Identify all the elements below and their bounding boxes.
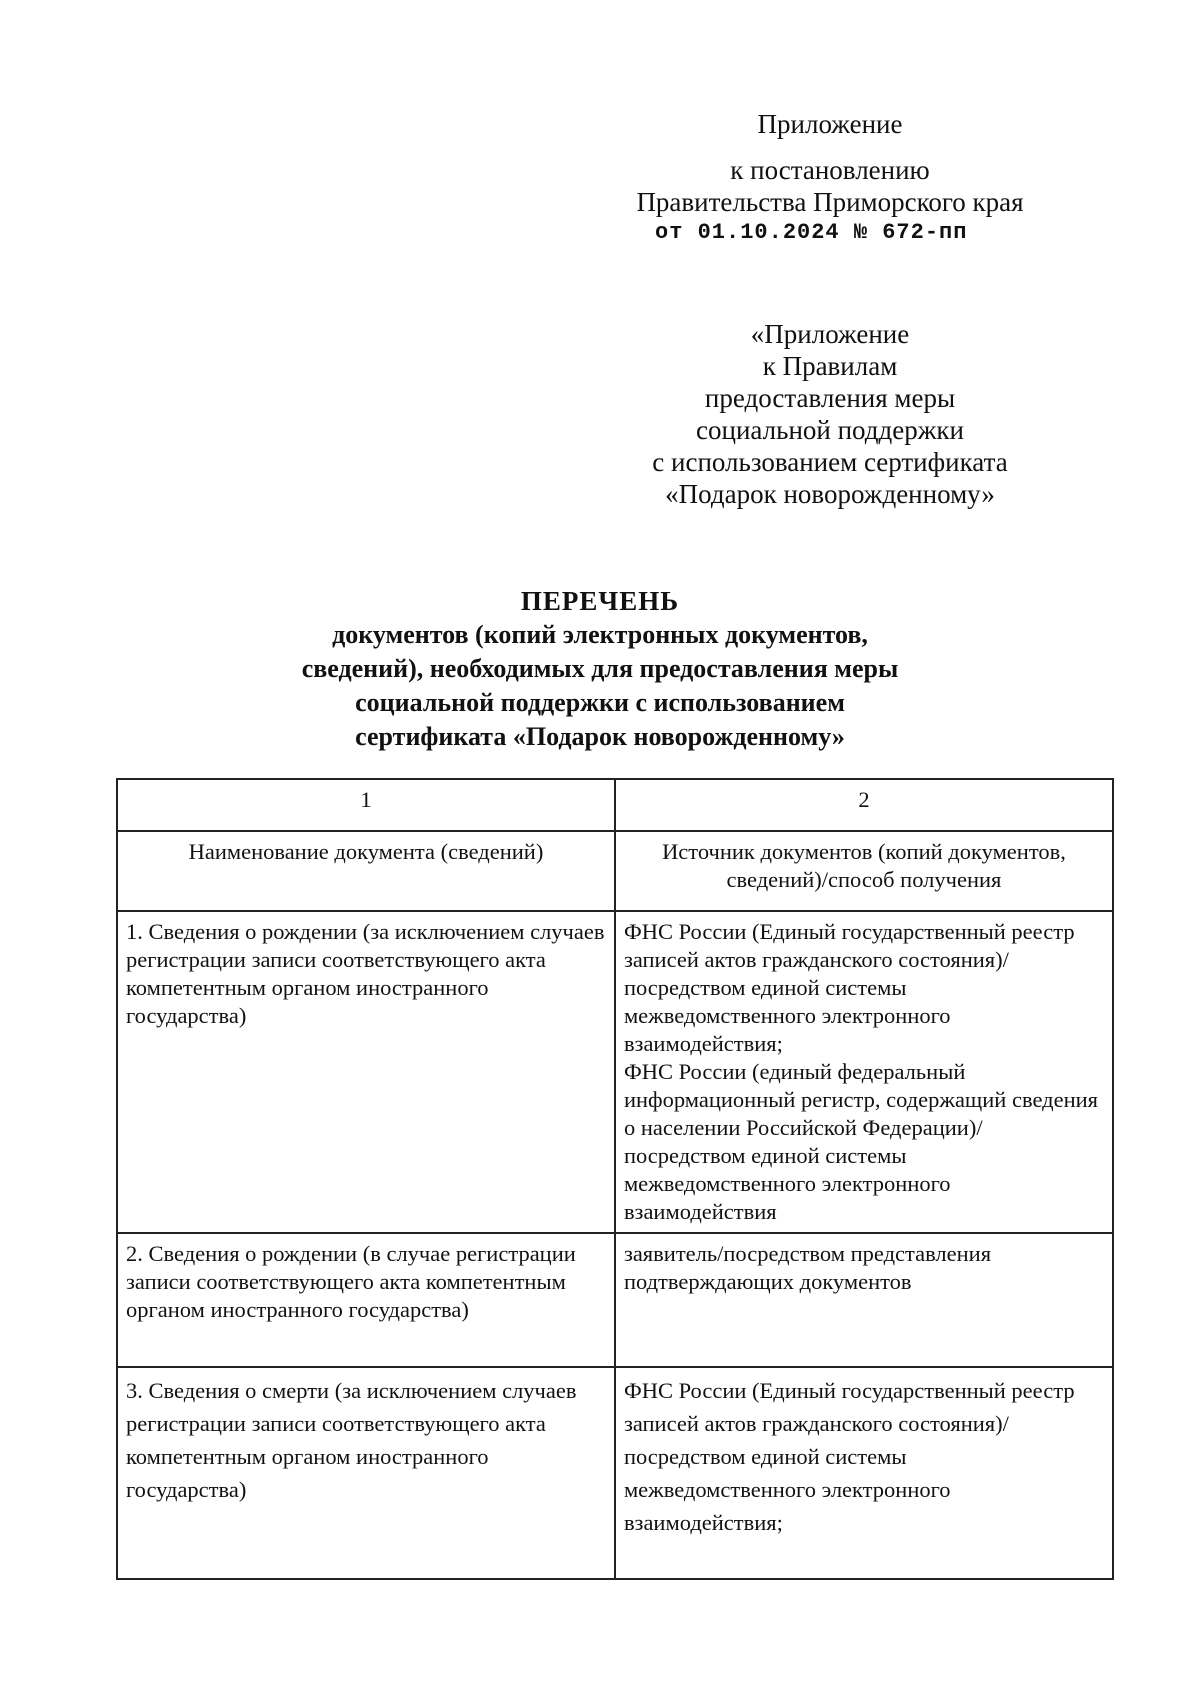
title-line: сертификата «Подарок новорожденному» [355,722,845,751]
government-name: Правительства Приморского края [636,187,1024,217]
document-number: от 01.10.2024 № 672-пп [655,220,968,245]
rules-appendix-line: предоставления меры [704,383,956,413]
table-header-row [117,831,1113,911]
table-row [117,911,1113,1233]
rules-appendix-line: «Приложение [750,319,910,349]
rules-appendix-line: к Правилам [762,351,898,381]
appendix-label: Приложение [757,109,903,139]
title-line: сведений), необходимых для предоставления меры [301,654,899,683]
rules-appendix-block [600,318,1060,510]
source-cell [615,911,1113,1233]
column-number: 1 [117,779,615,831]
document-cell: 1. Сведения о рождении (за исключением случаев регистрации записи соответствующего акта компетентным органом иностранного государства) [117,911,615,1233]
source-line: заявитель/посредством представления подтверждающих документов [623,1241,992,1294]
resolution-reference: к постановлению [730,155,930,185]
title-line: документов (копий электронных документов, [332,620,868,649]
rules-appendix-line: «Подарок новорожденному» [665,479,995,509]
title-line: социальной поддержки с использованием [355,688,845,717]
rules-appendix-line: с использованием сертификата [652,447,1008,477]
document-cell: 3. Сведения о смерти (за исключением случаев регистрации записи соответствующего акта компетентным органом иностранного государства) [117,1367,615,1579]
column-header-document: Наименование документа (сведений) [117,831,615,911]
source-cell [615,1233,1113,1367]
appendix-header [600,108,1060,248]
source-line: ФНС России (Единый государственный реестр записей актов гражданского состояния)/посредством единой системы межведомственного электронного взаимодействия; [623,919,1075,1056]
column-header-source: Источник документов (копий документов, сведений)/способ получения [615,831,1113,911]
column-number: 2 [615,779,1113,831]
documents-table [116,778,1114,1580]
source-line: ФНС России (единый федеральный информационный регистр, содержащий сведения о населении Российской Федерации)/посредством единой системы межведомственного электронного взаимодействия [623,1059,1098,1224]
source-cell [615,1367,1113,1579]
document-title [240,584,960,754]
title-main: ПЕРЕЧЕНЬ [520,586,680,616]
table-row [117,1367,1113,1579]
column-number-row [117,779,1113,831]
source-line: ФНС России (Единый государственный реестр записей актов гражданского состояния)/посредством единой системы межведомственного электронного взаимодействия; [623,1378,1075,1535]
rules-appendix-line: социальной поддержки [696,415,964,445]
document-cell: 2. Сведения о рождении (в случае регистрации записи соответствующего акта компетентным органом иностранного государства) [117,1233,615,1367]
table-row [117,1233,1113,1367]
